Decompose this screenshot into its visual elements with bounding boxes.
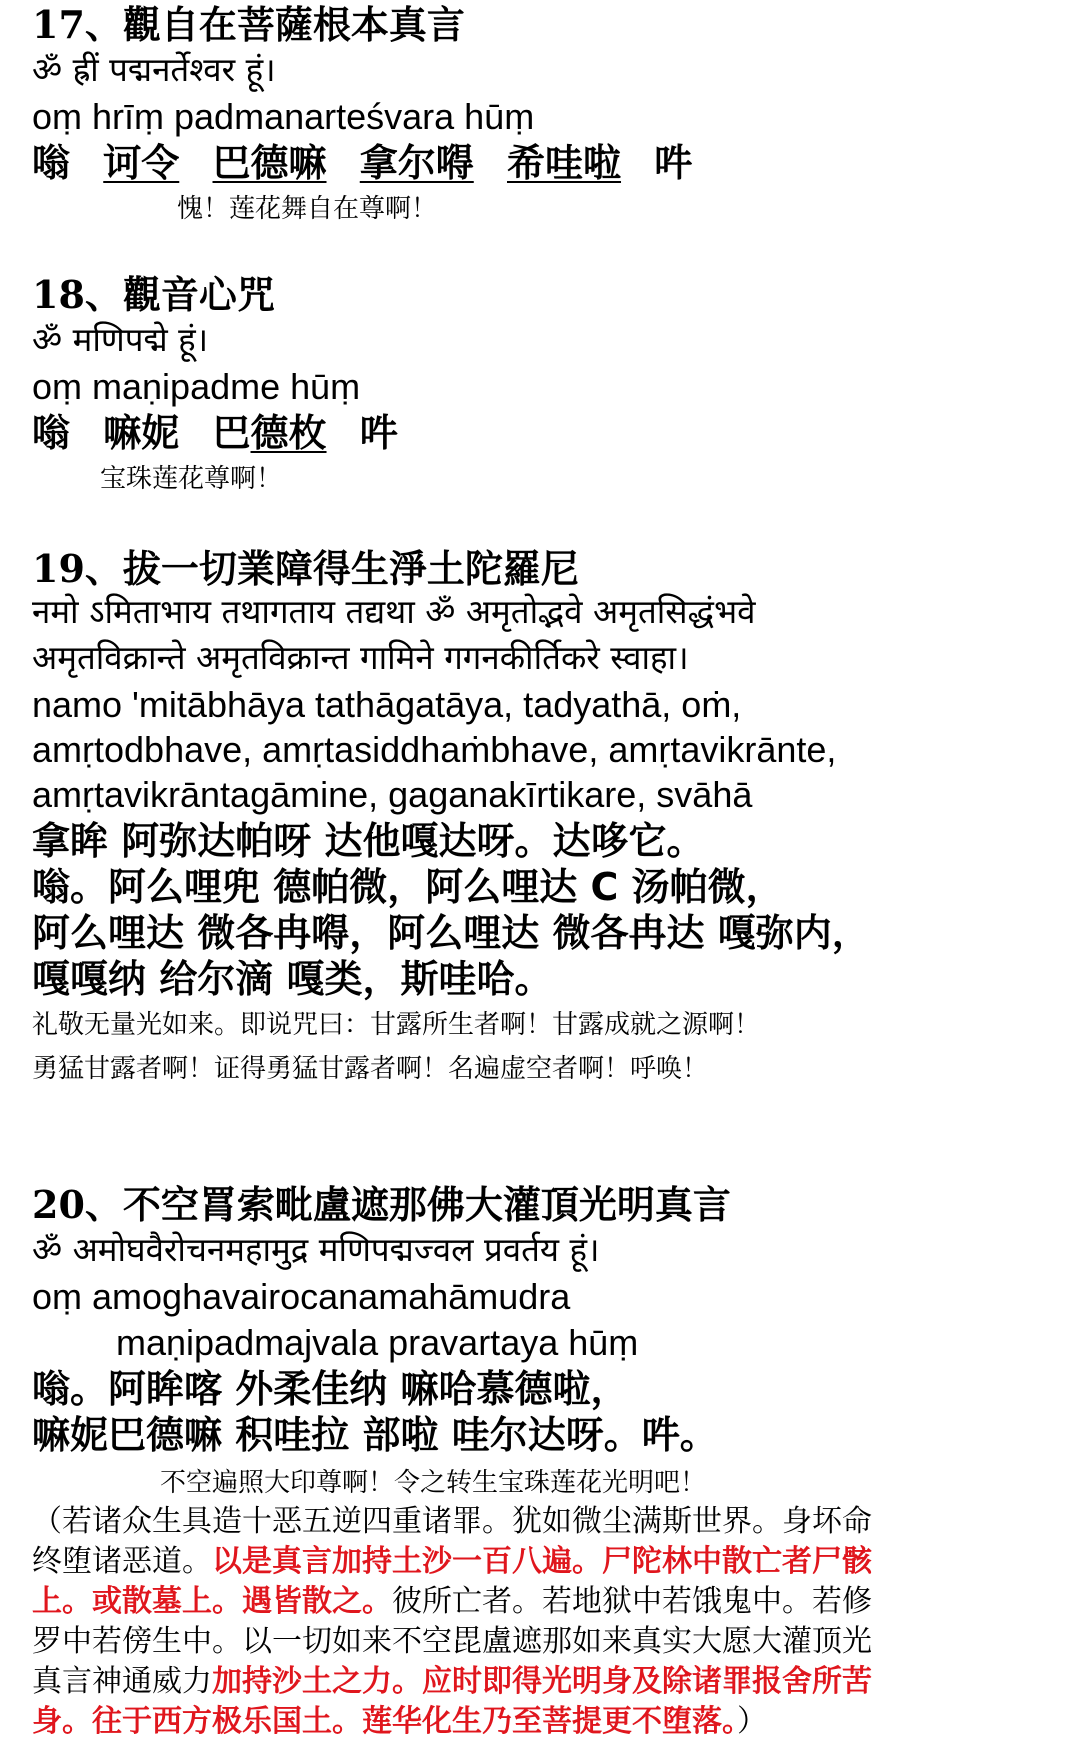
phonetic-line: 拿眸 阿弥达帕呀 达他嘎达呀。达哆它。 — [32, 819, 705, 863]
phonetic-line: 嗡。阿眸喀 外柔佳纳 嘛哈慕德啦， — [32, 1367, 629, 1411]
phonetic-word: 嗡 — [32, 411, 71, 455]
devanagari-line: ॐ अमोघवैरोचनमहामुद्र मणिपद्मज्वल प्रवर्तय हूं। — [32, 1230, 600, 1269]
phonetic-line — [32, 410, 398, 456]
devanagari-line: ॐ ह्रीं पद्मनर्तेश्वर हूं। — [32, 50, 276, 89]
phonetic-word: 拿尔嘚 — [359, 141, 474, 185]
phonetic-word: 巴德嘛 — [212, 141, 327, 185]
phonetic-word: 诃令 — [103, 141, 180, 185]
devanagari-line: ॐ मणिपद्मे हूं। — [32, 320, 209, 359]
section-heading: 19、拔一切業障得生淨土陀羅尼 — [32, 546, 579, 591]
phonetic-line: 嘎嘎纳 给尔滴 嘎类，斯哇哈。 — [32, 957, 553, 1001]
phonetic-line: 嗡。阿么哩兜 德帕微，阿么哩达 C 汤帕微， — [32, 865, 784, 909]
romanization-line: amṛtodbhave, amṛtasiddhaṁbhave, amṛtavikrānte, — [32, 729, 837, 770]
phonetic-word: 德枚 — [250, 411, 327, 455]
phonetic-word: 吽 — [654, 141, 693, 185]
note-line: 罗中若傍生中。以一切如来不空毘盧遮那如来真实大愿大灌顶光 — [32, 1624, 872, 1659]
phonetic-word: 希哇啦 — [507, 141, 622, 185]
phonetic-word: 嗡 — [32, 141, 71, 185]
section-heading: 20、不空罥索毗盧遮那佛大灌頂光明真言 — [32, 1182, 731, 1227]
romanization-line: maṇipadmajvala pravartaya hūṃ — [116, 1322, 639, 1363]
romanization-line: oṃ hrīṃ padmanarteśvara hūṃ — [32, 96, 535, 137]
note-line: 身。往于西方极乐国土。莲华化生乃至菩提更不堕落。） — [32, 1704, 767, 1739]
romanization-line: namo 'mitābhāya tathāgatāya, tadyathā, oṁ, — [32, 684, 742, 725]
note-line: 终堕诸恶道。以是真言加持土沙一百八遍。尸陀林中散亡者尸骸 — [32, 1544, 872, 1579]
note-line: 上。或散墓上。遇皆散之。彼所亡者。若地狱中若饿鬼中。若修 — [32, 1584, 872, 1619]
devanagari-line: अमृतविक्रान्ते अमृतविक्रान्त गामिने गगनकीर्तिकरे स्वाहा। — [32, 638, 689, 677]
translation-line: 愧！莲花舞自在尊啊！ — [177, 194, 438, 224]
romanization-line: oṃ amoghavairocanamahāmudra — [32, 1276, 571, 1317]
romanization-line: amṛtavikrāntagāmine, gaganakīrtikare, svāhā — [32, 774, 753, 815]
romanization-line: oṃ maṇipadme hūṃ — [32, 366, 361, 407]
note-paragraph — [32, 1502, 872, 1742]
section-heading: 18、觀音心咒 — [32, 272, 275, 317]
phonetic-word: 吽 — [359, 411, 398, 455]
note-line: （若诸众生具造十恶五逆四重诸罪。犹如微尘满斯世界。身坏命 — [32, 1504, 872, 1539]
phonetic-line — [32, 140, 692, 186]
phonetic-word: 嘛妮 — [103, 411, 180, 455]
phonetic-word: 巴 — [212, 411, 251, 455]
translation-line: 宝珠莲花尊啊！ — [100, 464, 283, 494]
phonetic-line: 阿么哩达 微各冉嘚，阿么哩达 微各冉达 嘎弥内， — [32, 911, 870, 955]
devanagari-line: नमो ऽमिताभाय तथागताय तद्यथा ॐ अमृतोद्भवे अमृतसिद्धंभवे — [32, 592, 756, 631]
translation-line: 勇猛甘露者啊！证得勇猛甘露者啊！名遍虚空者啊！呼唤！ — [32, 1054, 709, 1084]
translation-line: 礼敬无量光如来。即说咒曰：甘露所生者啊！甘露成就之源啊！ — [32, 1010, 761, 1040]
phonetic-line: 嘛妮巴德嘛 积哇拉 部啦 哇尔达呀。吽。 — [32, 1413, 718, 1457]
note-line: 真言神通威力加持沙土之力。应时即得光明身及除诸罪报舍所苦 — [32, 1664, 872, 1699]
section-heading: 17、觀自在菩薩根本真言 — [32, 2, 465, 47]
translation-line: 不空遍照大印尊啊！令之转生宝珠莲花光明吧！ — [160, 1468, 707, 1498]
